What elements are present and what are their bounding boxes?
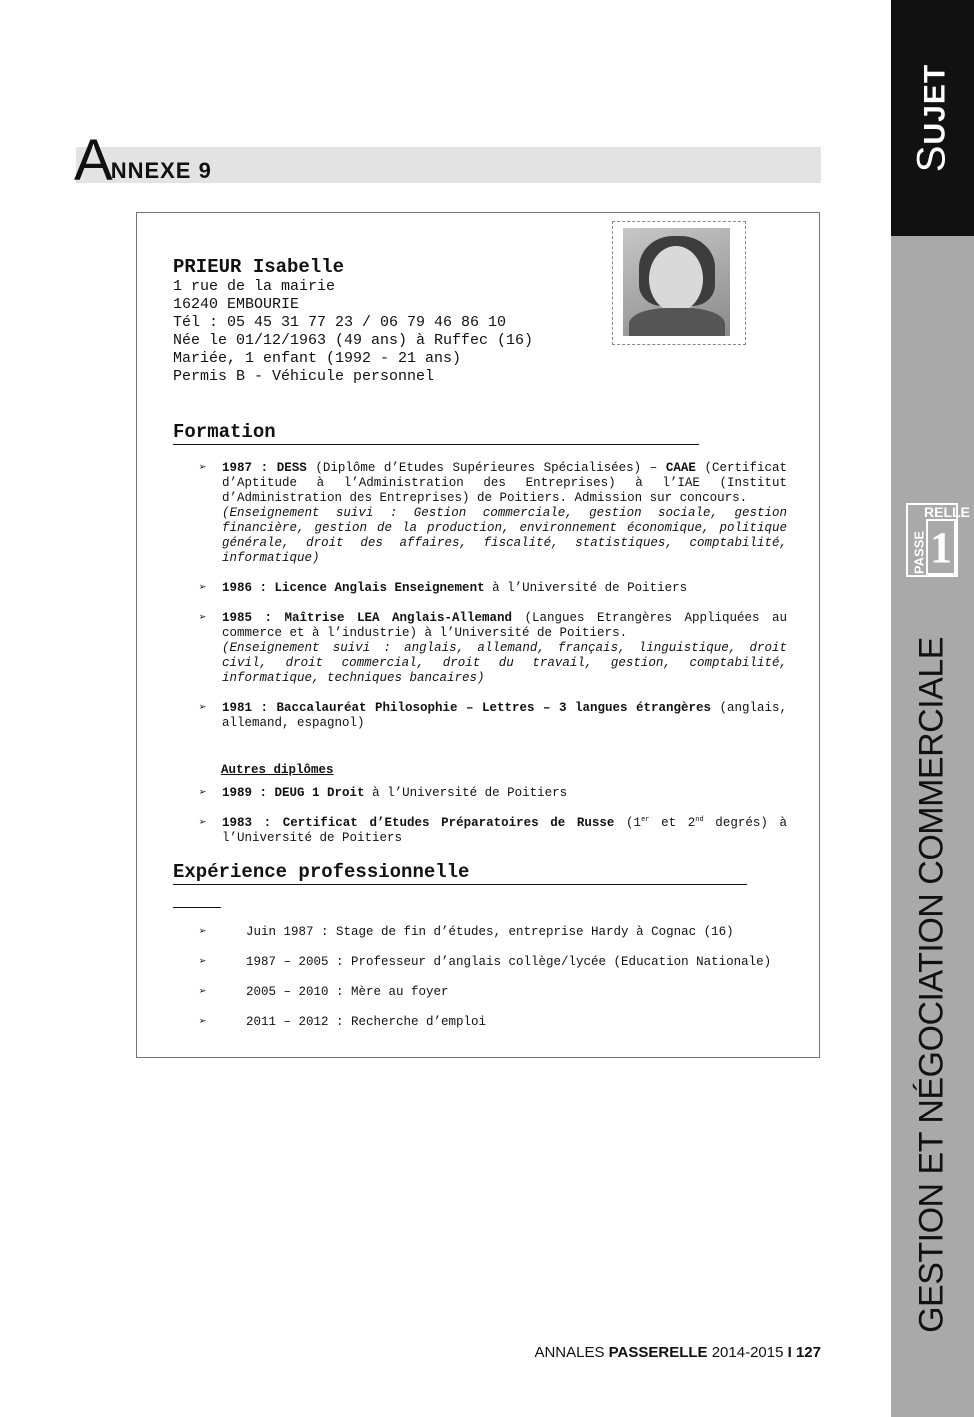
annexe-title: ANNEXE 9: [74, 128, 212, 193]
list-item: ➢ 2005 – 2010 : Mère au foyer: [199, 985, 449, 999]
formation-list: [199, 461, 787, 746]
sujet-label: SUJET: [909, 63, 954, 173]
list-item: ➢ 1989 : DEUG 1 Droit à l’Université de Poitiers: [199, 786, 568, 800]
list-item: ➢ 2011 – 2012 : Recherche d’emploi: [199, 1015, 487, 1029]
vertical-section-title: GESTION ET NÉGOCIATION COMMERCIALE: [912, 637, 951, 1333]
photo-frame: [612, 221, 746, 345]
list-item: ➢ 1987 – 2005 : Professeur d’anglais collège/lycée (Education Nationale): [199, 955, 772, 969]
experience-heading: Expérience professionnelle: [173, 861, 747, 885]
contact-block: 1 rue de la mairie 16240 EMBOURIE Tél : 05 45 31 77 23 / 06 79 46 86 10 Née le 01/12/1963 (49 ans) à Ruffec (16) Mariée, 1 enfant (1992 - 21 ans) Permis B - Véhicule personnel: [173, 278, 534, 385]
other-diplomas-heading: Autres diplômes: [221, 763, 334, 777]
heading-rule: [173, 907, 221, 908]
list-item: ➢ Juin 1987 : Stage de fin d’études, entreprise Hardy à Cognac (16): [199, 925, 734, 939]
experience-list: [199, 925, 787, 1045]
portrait-photo: [623, 228, 730, 336]
list-item: ➢ 1986 : Licence Anglais Enseignement à l’Université de Poitiers: [199, 581, 688, 595]
page-number: 127: [795, 1344, 821, 1361]
cv-document: [136, 212, 820, 1058]
passerelle-logo: RELLE PASSE 1: [906, 503, 958, 577]
list-item: ➢ 1985 : Maîtrise LEA Anglais-Allemand (Langues Etrangères Appliquées au commerce et à l’industrie) à l’Université de Poitiers. (Enseignement suivi : anglais, allemand, français, linguistique, droit civil, droit commercial, droit du travail, gestion, comptabilité, informatique, techniques bancaires): [199, 611, 787, 685]
other-diplomas-list: [199, 786, 787, 861]
list-item: ➢ 1983 : Certificat d’Etudes Préparatoires de Russe (1er et 2nd degrés) à l’Université de Poitiers: [199, 815, 787, 845]
list-item: ➢ 1987 : DESS (Diplôme d’Etudes Supérieures Spécialisées) – CAAE (Certificat d’Aptitude à l’Administration des Entreprises) à l’IAE (Institut d’Administration des Entreprises) de Poitiers. Admission sur concours. (Enseignement suivi : Gestion commerciale, gestion sociale, gestion financière, gestion de la production, environnement économique, politique générale, droit des affaires, fiscalité, statistiques, comptabilité, informatique): [199, 461, 787, 565]
candidate-name: PRIEUR Isabelle: [173, 256, 345, 278]
list-item: ➢ 1981 : Baccalauréat Philosophie – Lettres – 3 langues étrangères (anglais, allemand, espagnol): [199, 701, 787, 730]
formation-heading: Formation: [173, 421, 699, 445]
page-footer: ANNALES PASSERELLE 2014-2015 I 127: [534, 1344, 821, 1361]
